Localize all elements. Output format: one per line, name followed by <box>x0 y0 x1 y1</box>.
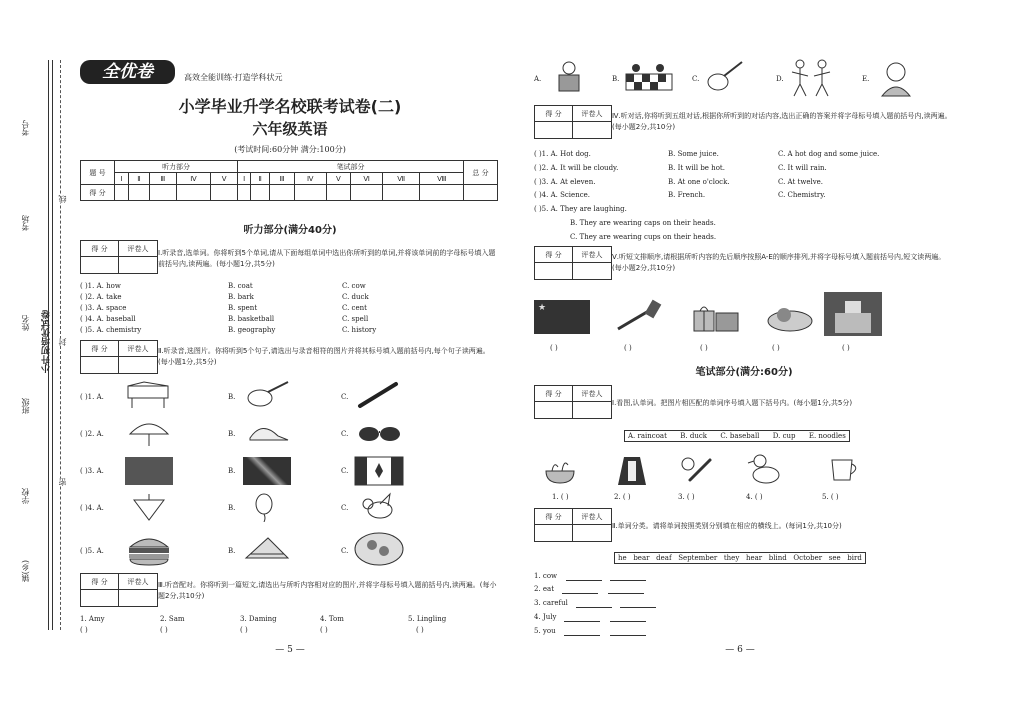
cup-icon <box>824 454 864 484</box>
answer-line[interactable] <box>620 607 656 608</box>
answer-line[interactable] <box>610 580 646 581</box>
score-cell[interactable] <box>464 185 498 201</box>
kite-icon <box>122 492 176 522</box>
score-table-score-label: 得 分 <box>81 185 115 201</box>
section-1-instructions: Ⅰ.听录音,选单词。你将听到5个单词,请从下面每组单词中选出你所听到的单词,并将该单词前的字母标号填入题前括号内,读两遍。(每小题1分,共5分) <box>158 249 496 268</box>
score-cell[interactable] <box>238 185 251 201</box>
answer-line[interactable] <box>576 607 612 608</box>
answer-blank[interactable]: ( ) <box>80 626 88 634</box>
score-table-row-label: 题 号 <box>81 161 115 185</box>
raincoat-icon <box>612 452 652 488</box>
china-flag-icon: ★ <box>532 298 592 336</box>
hamburger-icon <box>122 532 176 568</box>
food-plate-icon <box>352 530 406 568</box>
sidebar-label-room: 考场 <box>21 215 30 231</box>
table-cell: Ⅶ <box>382 173 420 185</box>
sidebar-label-class: 班级 <box>21 398 30 414</box>
answer-line[interactable] <box>562 593 598 594</box>
option-text: B. They are wearing caps on their heads. <box>570 219 716 227</box>
answer-blank[interactable]: 1. ( ) <box>552 493 569 501</box>
list-item: 1. Amy <box>80 615 105 623</box>
score-table-listening: 听力部分 <box>115 161 238 173</box>
score-cell[interactable] <box>351 185 383 201</box>
score-table-total: 总 分 <box>464 161 498 185</box>
page-title: 小学毕业升学名校联考试卷(二) <box>178 97 402 116</box>
chess-icon <box>622 62 676 92</box>
flag-icon <box>240 456 294 486</box>
writing-2-instructions: Ⅱ.单词分类。请将单词按照类别分别填在相应的横线上。(每词1分,共10分) <box>612 522 842 530</box>
answer-blank[interactable]: ( ) <box>240 626 248 634</box>
table-cell: Ⅲ <box>270 173 295 185</box>
score-box: 得 分 评卷人 <box>80 573 158 607</box>
answer-line[interactable] <box>610 635 646 636</box>
page-number-right: — 6 — <box>725 645 755 655</box>
listening-heading: 听力部分(满分40分) <box>243 225 337 236</box>
list-item: 5. you <box>534 627 556 635</box>
score-cell[interactable] <box>382 185 420 201</box>
sidebar-label-exam-no: 考号 <box>21 120 30 136</box>
sidebar-label-name: 姓名 <box>21 315 30 331</box>
word-bank: he bear deaf September they hear blind October see bird <box>614 552 866 564</box>
score-table <box>80 160 498 201</box>
answer-blank[interactable]: ( ) <box>624 344 632 352</box>
list-item: ( )1. A. <box>80 393 104 401</box>
section-4-instructions: Ⅳ.听对话,你将听到五组对话,根据你所听到的对话内容,选出正确的答案并将字母标号填入题前括号内,读两遍。(每小题2分,共10分) <box>612 112 952 131</box>
writing-1-instructions: Ⅰ.看图,认单词。把图片相匹配的单词序号填入题下括号内。(每小题1分,共5分) <box>612 399 853 407</box>
answer-blank[interactable]: ( ) <box>416 626 424 634</box>
answer-blank[interactable]: 2. ( ) <box>614 493 631 501</box>
table-cell: Ⅲ <box>149 173 176 185</box>
baseball-bat-icon <box>352 380 406 410</box>
score-box: 得 分 评卷人 <box>534 105 612 139</box>
section-2-instructions: Ⅱ.听录音,选图片。你将听到5个句子,请选出与录音相符的图片并将其标号填入题前括号内,每个句子读两遍。(每小题1分,共5分) <box>158 347 490 366</box>
student-icon <box>870 60 924 98</box>
sandwich-icon <box>240 534 294 564</box>
balloon-icon <box>240 492 294 522</box>
list-item: 5. Lingling <box>408 615 447 623</box>
answer-blank[interactable]: 5. ( ) <box>822 493 839 501</box>
sunglasses-icon <box>352 418 406 448</box>
answer-blank[interactable]: ( ) <box>700 344 708 352</box>
page-subtitle: 六年级英语 <box>252 120 328 138</box>
section-3-instructions: Ⅲ.听音配对。你将听到一篇短文,请选出与所听内容相对应的图片,并将字母标号填入题前括号内,读两遍。(每小题2分,共10分) <box>158 581 497 600</box>
violin-icon <box>240 380 294 410</box>
score-box-label: 得 分 <box>81 241 119 257</box>
score-cell[interactable] <box>129 185 150 201</box>
table-cell: Ⅵ <box>351 173 383 185</box>
noodles-icon <box>540 456 580 486</box>
lunch-icon <box>760 298 820 336</box>
list-item: 1. cow <box>534 572 558 580</box>
flag-icon <box>122 456 176 486</box>
gift-box-icon <box>686 298 746 336</box>
answer-line[interactable] <box>564 621 600 622</box>
answer-blank[interactable]: 3. ( ) <box>678 493 695 501</box>
answer-blank[interactable]: ( ) <box>550 344 558 352</box>
sidebar-label-town: 镇(乡) <box>21 560 30 583</box>
list-item: ( )5. A. <box>80 547 104 555</box>
score-box <box>80 240 158 274</box>
option-text: C. They are wearing cups on their heads. <box>570 233 717 241</box>
list-item: 4. July <box>534 613 557 621</box>
answer-blank[interactable]: 4. ( ) <box>746 493 763 501</box>
score-cell[interactable] <box>115 185 129 201</box>
seal-line-char: 线 <box>58 195 67 203</box>
hammer-icon <box>610 298 670 336</box>
baseball-icon <box>676 454 716 484</box>
answer-line[interactable] <box>608 593 644 594</box>
list-item: 2. Sam <box>160 615 185 623</box>
building-icon <box>822 290 884 338</box>
score-cell[interactable] <box>420 185 464 201</box>
table-cell: Ⅴ <box>211 173 238 185</box>
table-cell: Ⅱ <box>129 173 150 185</box>
table-cell: Ⅰ <box>238 173 251 185</box>
list-item: 3. careful <box>534 599 568 607</box>
score-cell[interactable] <box>251 185 270 201</box>
score-cell[interactable] <box>211 185 238 201</box>
list-item: ( )2. A. <box>80 430 104 438</box>
answer-blank[interactable]: ( ) <box>842 344 850 352</box>
brand-slogan: 高效全能训练·打造学科状元 <box>184 73 283 82</box>
answer-blank[interactable]: ( ) <box>160 626 168 634</box>
canada-flag-icon <box>352 456 406 486</box>
answer-line[interactable] <box>566 580 602 581</box>
score-box: 得 分 评卷人 <box>80 340 158 374</box>
table-cell: Ⅰ <box>115 173 129 185</box>
seal-secret-char: 密 <box>58 478 67 486</box>
answer-line[interactable] <box>610 621 646 622</box>
score-cell[interactable] <box>149 185 176 201</box>
bird-icon <box>352 492 406 522</box>
person-icon <box>542 62 596 92</box>
table-cell: Ⅷ <box>420 173 464 185</box>
brand-logo: 全优卷 <box>80 60 175 84</box>
score-cell[interactable] <box>326 185 351 201</box>
table-cell: Ⅴ <box>326 173 351 185</box>
table-cell: Ⅳ <box>294 173 326 185</box>
answer-blank[interactable]: ( ) <box>320 626 328 634</box>
list-item: ( )4. A. <box>80 504 104 512</box>
table-cell: Ⅱ <box>251 173 270 185</box>
score-cell[interactable] <box>176 185 211 201</box>
piano-icon <box>122 380 176 410</box>
score-cell[interactable] <box>294 185 326 201</box>
list-item: 4. Tom <box>320 615 344 623</box>
seal-seal-char: 封 <box>58 338 67 346</box>
list-item: ( )3. A. <box>80 467 104 475</box>
umbrella-icon <box>122 418 176 448</box>
score-table-writing: 笔试部分 <box>238 161 464 173</box>
duck-icon <box>744 450 784 486</box>
section-5-instructions: Ⅴ.听短文排顺序,请根据所听内容的先后顺序按照A-E的顺序排列,并将字母标号填入题前括号内,短文读两遍。(每小题2分,共10分) <box>612 253 946 272</box>
cap-icon <box>240 418 294 448</box>
dancers-icon <box>784 58 838 98</box>
score-box: 得 分 评卷人 <box>534 508 612 542</box>
table-cell: Ⅳ <box>176 173 211 185</box>
score-cell[interactable] <box>270 185 295 201</box>
sidebar-label-school: 学校 <box>21 488 30 504</box>
sidebar-series: 小升初培优试卷 <box>42 310 52 373</box>
answer-line[interactable] <box>564 635 600 636</box>
writing-heading: 笔试部分(满分:60分) <box>695 367 793 378</box>
score-box: 得 分 评卷人 <box>534 246 612 280</box>
answer-blank[interactable]: ( ) <box>772 344 780 352</box>
guitar-icon <box>700 62 754 92</box>
exam-info: (考试时间:60分钟 满分:100分) <box>234 145 346 154</box>
list-item: 3. Daming <box>240 615 277 623</box>
list-item: 2. eat <box>534 585 555 593</box>
score-box-grader: 评卷人 <box>119 241 157 257</box>
page-number-left: — 5 — <box>275 645 305 655</box>
word-bank: A. raincoat B. duck C. baseball D. cup E. noodles <box>624 430 850 442</box>
score-box: 得 分 评卷人 <box>534 385 612 419</box>
